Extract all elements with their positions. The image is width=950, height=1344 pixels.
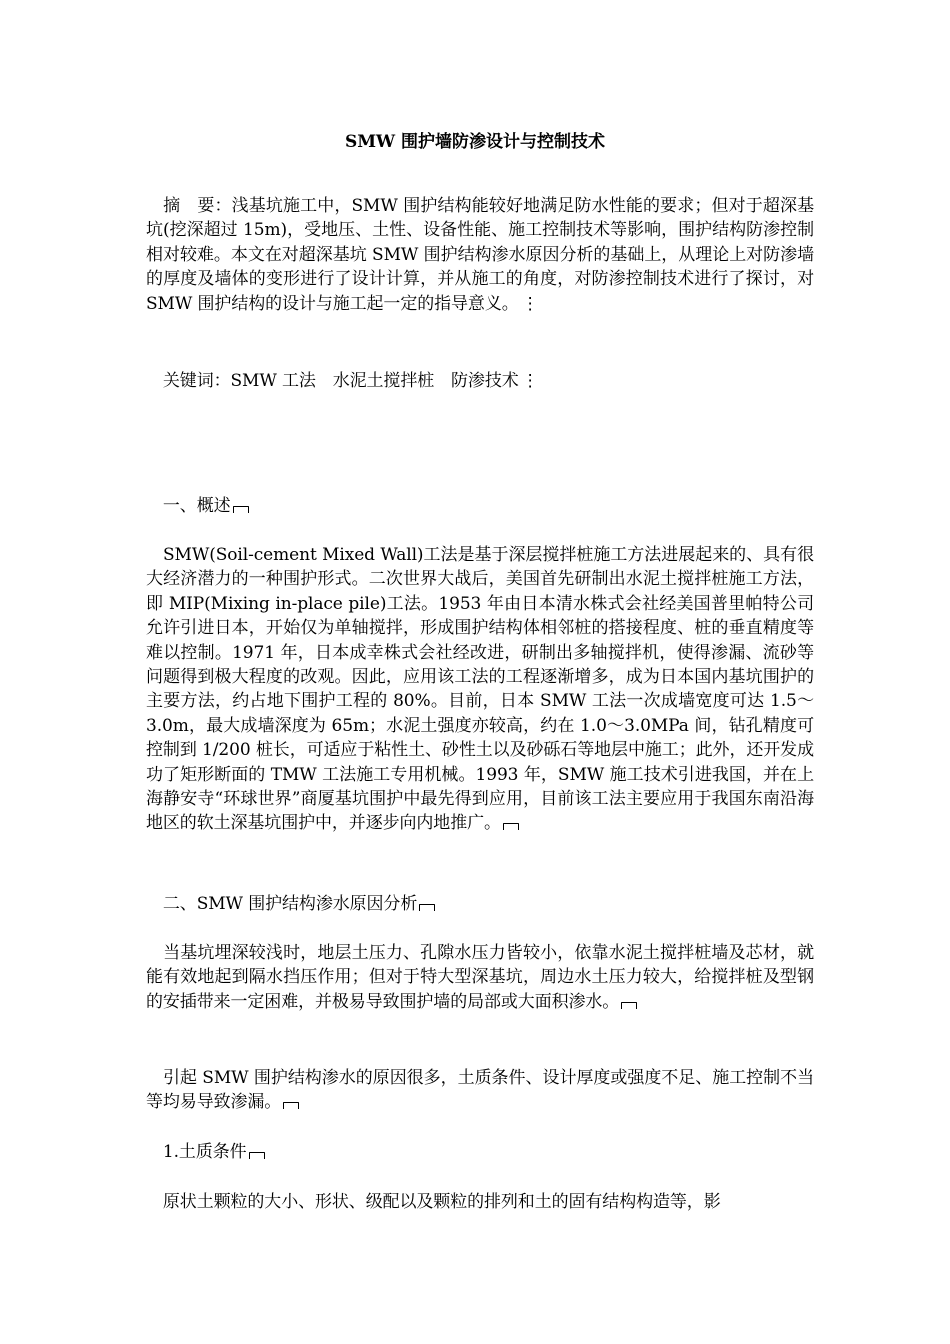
seepage-paragraph-1 — [146, 941, 814, 1014]
overview-paragraph — [146, 543, 814, 836]
paragraph-mark-icon — [233, 506, 249, 513]
overview-text: SMW(Soil-cement Mixed Wall)工法是基于深层搅拌桩施工方法进展起来的、具有很大经济潜力的一种围护形式。二次世界大战后，美国首先研制出水泥土搅拌桩施工方法，即 MIP(Mixing in-place pile)工法。1953 年由日本清水株式会社经美国普里帕特公司允许引进日本，开始仅为单轴搅拌，形成围护结构体相邻桩的搭接程度、桩的垂直精度等难以控制。1971 年，日本成幸株式会社经改进，研制出多轴搅拌机，使得渗漏、流砂等问题得到极大程度的改观。因此，应用该工法的工程逐渐增多，成为日本国内基坑围护的主要方法，约占地下围护工程的 80%。目前，日本 SMW 工法一次成墙宽度可达 1.5～3.0m，最大成墙深度为 65m；水泥土强度亦较高，约在 1.0～3.0MPa 间，钻孔精度可控制到 1/200 桩长，可适应于粘性土、砂性土以及砂砾石等地层中施工；此外，还开发成功了矩形断面的 TMW 工法施工专用机械。1993 年，SMW 施工技术引进我国，并在上海静安寺“环球世界”商厦基坑围护中最先得到应用，目前该工法主要应用于我国东南沿海地区的软土深基坑围护中，并逐步向内地推广。 — [146, 545, 814, 834]
paragraph-mark-icon — [283, 1102, 299, 1109]
subsection-heading-text: 1.土质条件 — [146, 1142, 247, 1162]
document-title: SMW 围护墙防渗设计与控制技术 — [344, 132, 606, 152]
section-heading-text: 二、SMW 围护结构渗水原因分析 — [146, 894, 418, 914]
paragraph-mark-icon — [503, 823, 519, 830]
paragraph-end-mark: ⋮ — [521, 293, 539, 314]
seepage-text-2: 引起 SMW 围护结构渗水的原因很多，土质条件、设计厚度或强度不足、施工控制不当等均易导致渗漏。 — [146, 1068, 814, 1113]
seepage-paragraph-2 — [146, 1066, 814, 1115]
keywords-text: 关键词：SMW 工法 水泥土搅拌桩 防渗技术 — [146, 371, 519, 391]
subsection-heading-soil — [146, 1140, 814, 1164]
abstract-paragraph — [146, 194, 814, 316]
section-heading-seepage-analysis — [146, 892, 814, 916]
keywords-paragraph — [146, 369, 814, 393]
seepage-text-1: 当基坑埋深较浅时，地层土压力、孔隙水压力皆较小，依靠水泥土搅拌桩墙及芯材，就能有效地起到隔水挡压作用；但对于特大型深基坑，周边水土压力较大，给搅拌桩及型钢的安插带来一定困难，并极易导致围护墙的局部或大面积渗水。 — [146, 943, 814, 1012]
paragraph-mark-icon — [621, 1002, 637, 1009]
paragraph-end-mark: ⋮ — [521, 371, 539, 391]
soil-paragraph — [146, 1190, 814, 1214]
section-heading-overview — [146, 494, 814, 518]
paragraph-mark-icon — [419, 904, 435, 911]
soil-text: 原状土颗粒的大小、形状、级配以及颗粒的排列和土的固有结构构造等，影 — [146, 1192, 721, 1212]
abstract-text: 摘 要：浅基坑施工中，SMW 围护结构能较好地满足防水性能的要求；但对于超深基坑(挖深超过 15m)，受地压、土性、设备性能、施工控制技术等影响，围护结构防渗控制相对较难。本文在对超深基坑 SMW 围护结构渗水原因分析的基础上，从理论上对防渗墙的厚度及墙体的变形进行了设计计算，并从施工的角度，对防渗控制技术进行了探讨，对 SMW 围护结构的设计与施工起一定的指导意义。 — [146, 196, 814, 314]
section-heading-text: 一、概述 — [146, 496, 231, 516]
paragraph-mark-icon — [249, 1152, 265, 1159]
